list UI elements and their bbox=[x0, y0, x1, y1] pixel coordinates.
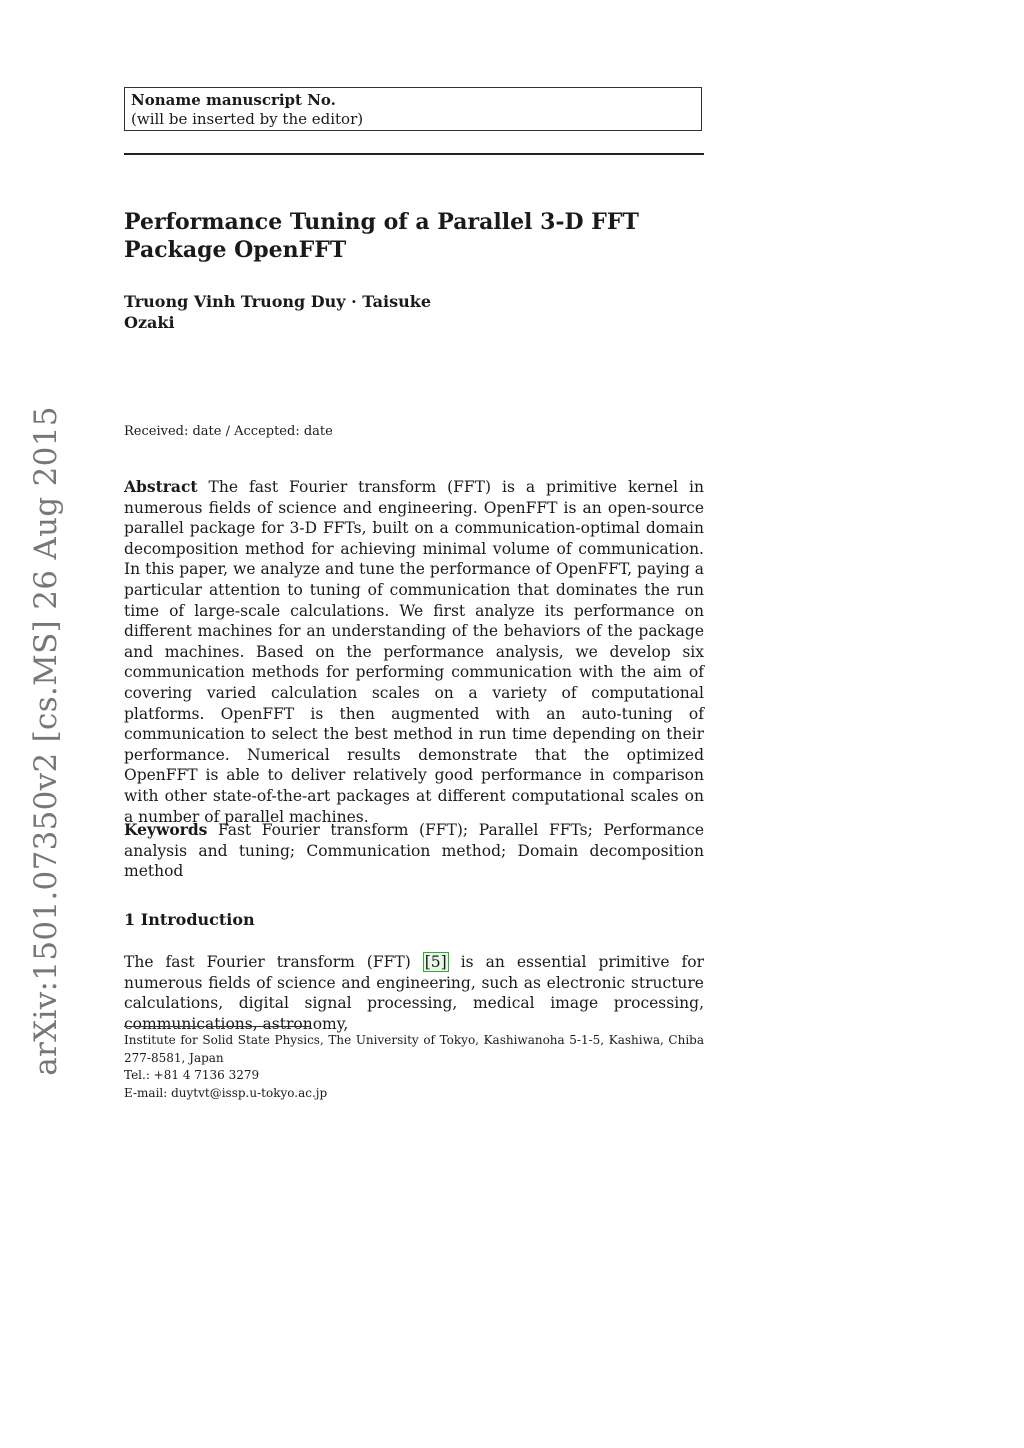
header-rule bbox=[124, 153, 704, 155]
affiliation: Institute for Solid State Physics, The University of Tokyo, Kashiwanoha 5-1-5, Kashiwa, Chiba 277-8581, Japan bbox=[124, 1033, 704, 1065]
keywords bbox=[124, 820, 704, 882]
intro-text-rest: is an essential primitive for numerous fields of science and engineering, such as electronic structure calculations, digital signal processing, medical image processing, communications, astronomy, bbox=[124, 953, 704, 1033]
abstract-label: Abstract bbox=[124, 477, 198, 496]
abstract-text: The fast Fourier transform (FFT) is a primitive kernel in numerous fields of science and engineering. OpenFFT is an open-source parallel package for 3-D FFTs, built on a communication-optimal domain decomposition method for achieving minimal volume of communication. In this paper, we analyze and tune the performance of OpenFFT, paying a particular attention to tuning of communication that dominates the run time of large-scale calculations. We first analyze its performance on different machines for an understanding of the behaviors of the package and machines. Based on the performance analysis, we develop six communication methods for performing communication with the aim of covering varied calculation scales on a variety of computational platforms. OpenFFT is then augmented with an auto-tuning of communication to select the best method in run time depending on their performance. Numerical results demonstrate that the optimized OpenFFT is able to deliver relatively good performance in comparison with other state-of-the-art packages at different computational scales on a number of parallel machines. bbox=[124, 478, 704, 826]
section-heading: 1 Introduction bbox=[124, 910, 255, 929]
intro-text-start: The fast Fourier transform (FFT) bbox=[124, 953, 423, 971]
arxiv-identifier: arXiv:1501.07350v2 [cs.MS] 26 Aug 2015 bbox=[28, 406, 64, 1076]
manuscript-box bbox=[124, 87, 702, 131]
citation-link[interactable]: [5] bbox=[424, 953, 447, 971]
telephone: Tel.: +81 4 7136 3279 bbox=[124, 1068, 260, 1082]
author-list: Truong Vinh Truong Duy · Taisuke Ozaki bbox=[124, 292, 432, 332]
email: E-mail: duytvt@issp.u-tokyo.ac.jp bbox=[124, 1085, 328, 1100]
abstract bbox=[124, 477, 704, 827]
manuscript-label: Noname manuscript No. bbox=[131, 91, 336, 109]
keywords-text: Fast Fourier transform (FFT); Parallel FFTs; Performance analysis and tuning; Communication method; Domain decomposition method bbox=[124, 821, 704, 881]
editor-note: (will be inserted by the editor) bbox=[131, 110, 364, 128]
footnote-rule bbox=[124, 1026, 310, 1027]
footnote bbox=[124, 1032, 704, 1102]
introduction-paragraph bbox=[124, 952, 704, 1034]
paper-title: Performance Tuning of a Parallel 3-D FFT Package OpenFFT bbox=[124, 209, 639, 263]
received-date: Received: date / Accepted: date bbox=[124, 424, 333, 439]
keywords-label: Keywords bbox=[124, 820, 208, 839]
arxiv-sidebar bbox=[0, 0, 80, 1448]
